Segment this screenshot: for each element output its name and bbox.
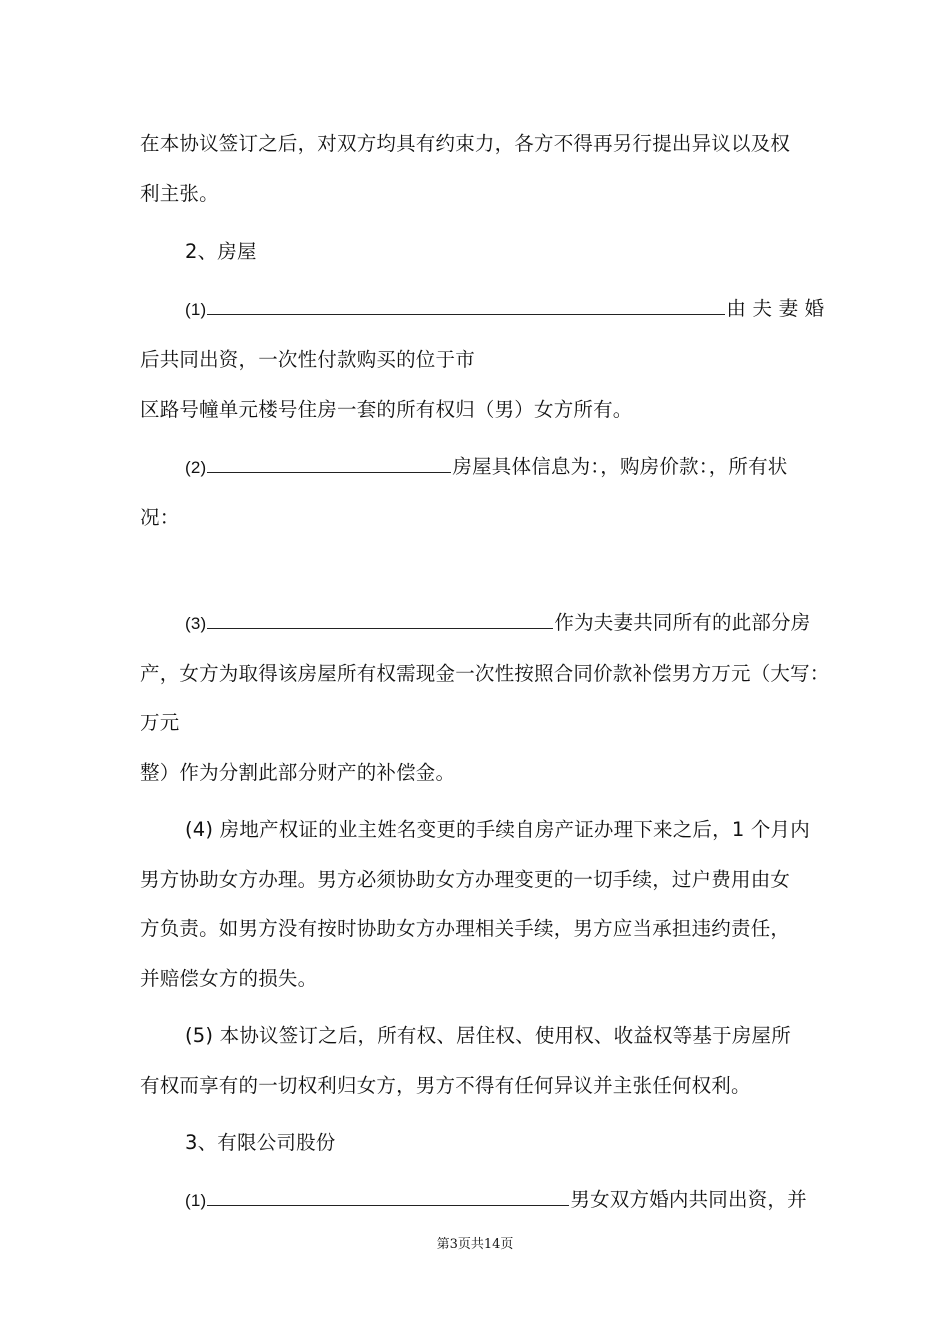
clause-number: (1) <box>185 300 207 319</box>
page-number-footer: 第3页共14页 <box>436 1237 514 1252</box>
paragraph-line: 区路号幢单元楼号住房一套的所有权归（男）女方所有。 <box>140 398 633 421</box>
clause-text: 作为夫妻共同所有的此部分房 <box>554 611 811 634</box>
paragraph-line: 男方协助女方办理。男方必须协助女方办理变更的一切手续，过户费用由女 <box>140 868 791 891</box>
paragraph-line: 并赔偿女方的损失。 <box>140 967 318 990</box>
clause-2-line <box>185 453 820 482</box>
fill-in-blank <box>207 296 725 315</box>
fill-in-blank <box>207 1187 569 1206</box>
paragraph-line: 万元 <box>140 711 180 734</box>
clause-text: 房屋具体信息为：，购房价款：，所有状 <box>452 455 788 478</box>
paragraph-line: 在本协议签订之后，对双方均具有约束力，各方不得再另行提出异议以及权 <box>140 132 791 155</box>
section-heading-house: 2、房屋 <box>185 240 257 263</box>
clause-1-line <box>185 295 825 324</box>
paragraph-line: 况： <box>140 506 180 529</box>
paragraph-line: 有权而享有的一切权利归女方，男方不得有任何异议并主张任何权利。 <box>140 1074 751 1097</box>
clause-4-line: (4) 房地产权证的业主姓名变更的手续自房产证办理下来之后，1 个月内 <box>185 818 810 841</box>
clause-shares-1-line <box>185 1186 820 1215</box>
clause-number: (2) <box>185 458 207 477</box>
paragraph-line: 方负责。如男方没有按时协助女方办理相关手续，男方应当承担违约责任， <box>140 917 791 940</box>
clause-text: 由 夫 妻 婚 <box>726 297 825 320</box>
section-heading-shares: 3、有限公司股份 <box>185 1131 336 1154</box>
paragraph-line: 利主张。 <box>140 182 219 205</box>
paragraph-line: 产，女方为取得该房屋所有权需现金一次性按照合同价款补偿男方万元（大写： <box>140 662 830 685</box>
paragraph-line: 后共同出资，一次性付款购买的位于市 <box>140 348 475 371</box>
fill-in-blank <box>207 610 553 629</box>
clause-number: (3) <box>185 614 207 633</box>
clause-5-line: (5) 本协议签订之后，所有权、居住权、使用权、收益权等基于房屋所 <box>185 1024 791 1047</box>
fill-in-blank <box>207 454 451 473</box>
clause-3-line <box>185 609 820 638</box>
clause-text: 男女双方婚内共同出资，并 <box>570 1188 807 1211</box>
paragraph-line: 整）作为分割此部分财产的补偿金。 <box>140 761 456 784</box>
clause-number: (1) <box>185 1191 207 1210</box>
